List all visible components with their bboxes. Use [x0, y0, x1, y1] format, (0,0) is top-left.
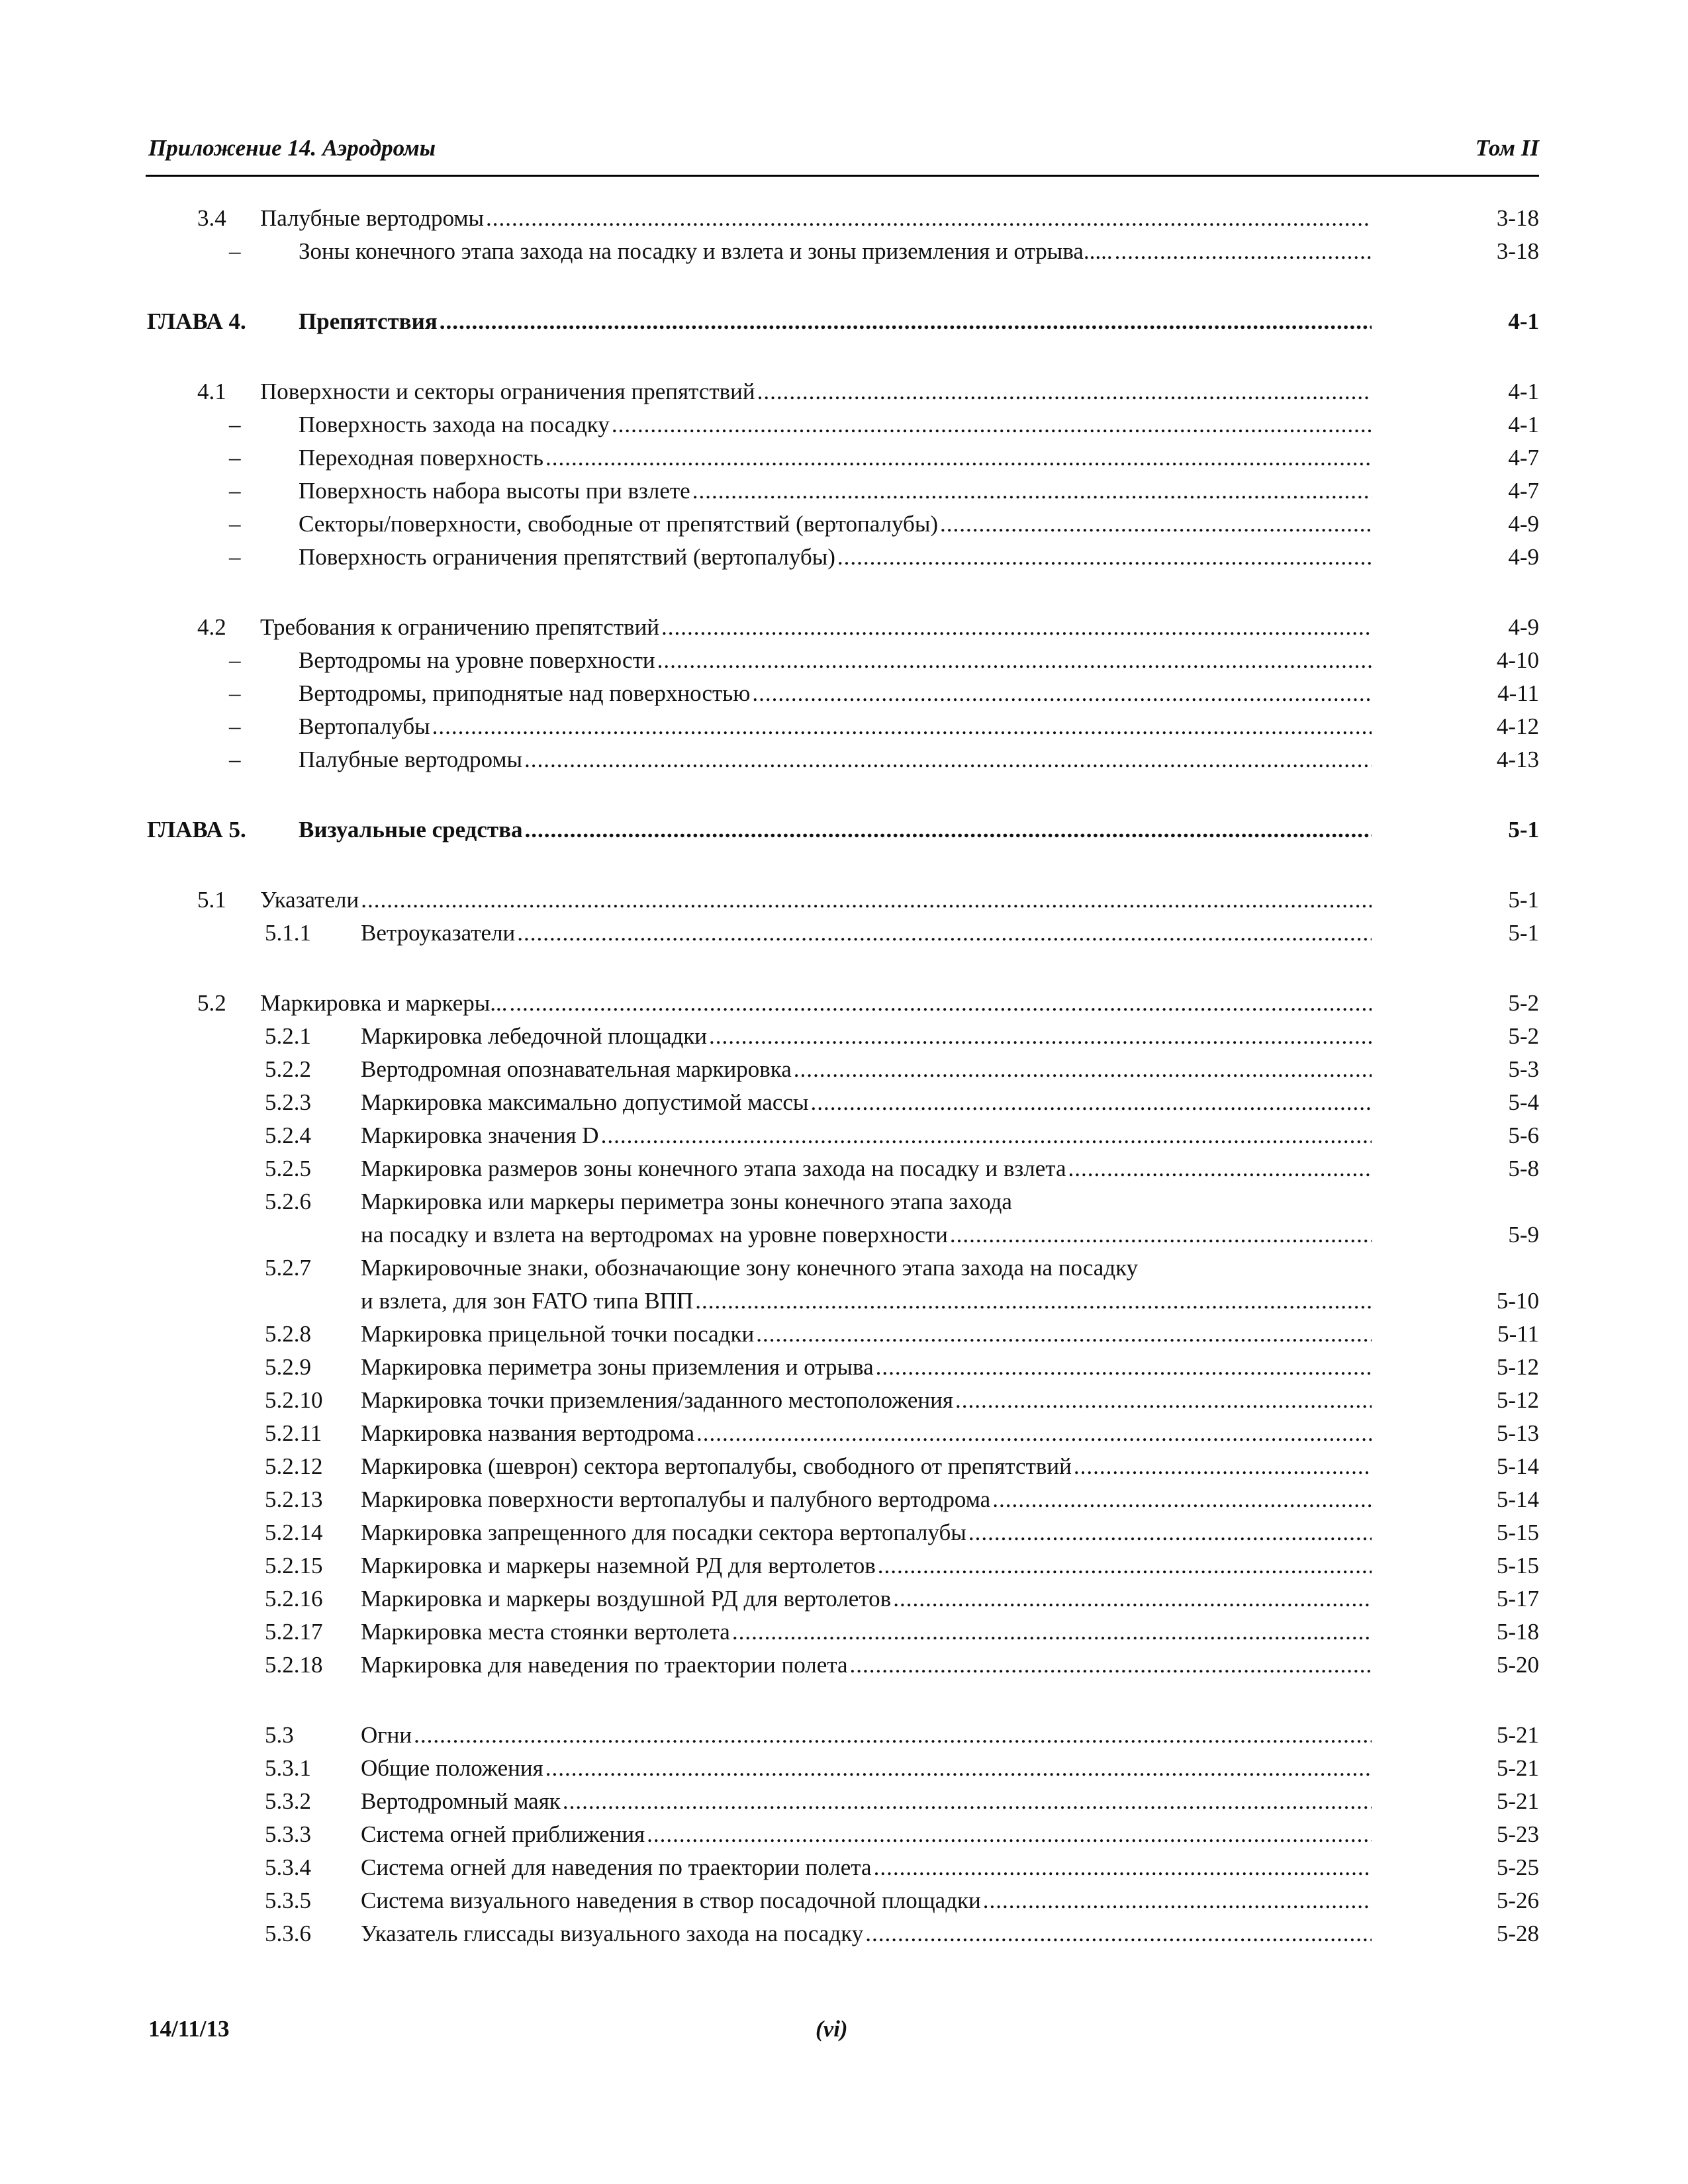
dot-leader: [757, 375, 1372, 408]
toc-entry-title-with-leader: [361, 1785, 1372, 1818]
toc-entry-page: 4-13: [1496, 747, 1539, 772]
toc-entry-title-with-leader: [299, 813, 1372, 846]
dot-leader: [837, 541, 1372, 574]
dot-leader: [810, 1086, 1372, 1119]
toc-entry-title-with-leader: [361, 1417, 1372, 1450]
toc-entry[interactable]: [146, 1917, 1539, 1950]
toc-entry[interactable]: [146, 1384, 1539, 1417]
toc-entry-number: 5.2.9: [265, 1354, 311, 1380]
toc-entry-continuation[interactable]: [146, 1285, 1539, 1318]
toc-entry-number: 5.3.5: [265, 1888, 311, 1913]
toc-entry-title-with-leader: [361, 1649, 1372, 1682]
toc-entry-page: 5-21: [1496, 1788, 1539, 1814]
toc-entry-title: Визуальные средства: [299, 813, 523, 846]
toc-entry-number: 5.1.1: [265, 920, 311, 946]
toc-entry-title: Маркировка прицельной точки посадки: [361, 1318, 754, 1351]
toc-entry-page: 5-18: [1496, 1619, 1539, 1645]
toc-entry-page: 4-7: [1508, 445, 1539, 471]
toc-spacer: [146, 1682, 1539, 1719]
toc-entry[interactable]: [146, 1318, 1539, 1351]
toc-entry-page: 5-14: [1496, 1453, 1539, 1479]
toc-entry-title: Маркировка значения D: [361, 1119, 599, 1152]
toc-entry-page: 4-12: [1496, 713, 1539, 739]
toc-entry-page: 4-9: [1508, 614, 1539, 640]
toc-entry-number: 5.2.15: [265, 1553, 323, 1578]
toc-entry-title: Указатель глиссады визуального захода на посадку: [361, 1917, 863, 1950]
dot-leader: [440, 305, 1372, 338]
toc-entry-page: 5-3: [1508, 1056, 1539, 1082]
toc-entry-title: Поверхность набора высоты при взлете: [299, 475, 690, 508]
toc-entry-page: 4-9: [1508, 544, 1539, 570]
toc-entry[interactable]: [146, 611, 1539, 644]
toc-entry[interactable]: [146, 1752, 1539, 1785]
toc-entry[interactable]: [146, 917, 1539, 950]
toc-entry-page: 4-1: [1508, 412, 1539, 437]
toc-entry[interactable]: [146, 1351, 1539, 1384]
toc-entry-number: ГЛАВА 4.: [147, 308, 246, 334]
toc-entry[interactable]: [146, 1615, 1539, 1649]
header-volume: Том II: [1475, 135, 1539, 161]
toc-entry-title: Требования к ограничению препятствий: [260, 611, 659, 644]
dot-leader: [865, 1917, 1372, 1950]
toc-entry[interactable]: [146, 1450, 1539, 1483]
dot-leader: [510, 987, 1372, 1020]
toc-entry-page: 3-18: [1496, 205, 1539, 231]
toc-entry-title: Вертодромная опознавательная маркировка: [361, 1053, 792, 1086]
toc-entry-title-with-leader: [361, 1884, 1372, 1917]
toc-entry-title: Вертодромы на уровне поверхности: [299, 644, 655, 677]
dot-leader: [940, 508, 1372, 541]
toc-entry-title: Система визуального наведения в створ посадочной площадки: [361, 1884, 981, 1917]
toc-entry-page: 5-12: [1496, 1387, 1539, 1413]
toc-entry-title: Маркировка лебедочной площадки: [361, 1020, 707, 1053]
toc-entry[interactable]: [146, 743, 1539, 776]
toc-entry-page: 5-17: [1496, 1586, 1539, 1612]
toc-entry-page: 5-6: [1508, 1122, 1539, 1148]
toc-entry-title-with-leader: [361, 1582, 1372, 1615]
toc-entry-page: 5-26: [1496, 1888, 1539, 1913]
toc-entry-number: 5.2.13: [265, 1486, 323, 1512]
toc-entry-title-with-leader: [260, 987, 1372, 1020]
toc-entry[interactable]: [146, 475, 1539, 508]
toc-entry-number: 4.1: [197, 379, 226, 404]
toc-entry[interactable]: [146, 541, 1539, 574]
toc-entry-page: 5-1: [1508, 920, 1539, 946]
toc-entry-page: 5-25: [1496, 1854, 1539, 1880]
toc-entry[interactable]: [146, 1785, 1539, 1818]
toc-entry-number: –: [229, 511, 241, 537]
toc-entry-page: 5-23: [1496, 1821, 1539, 1847]
toc-entry-title: Маркировка или маркеры периметра зоны конечного этапа захода: [361, 1189, 1012, 1214]
toc-entry-page: 5-15: [1496, 1520, 1539, 1545]
toc-entry-title-with-leader: [260, 611, 1372, 644]
toc-entry[interactable]: [146, 1851, 1539, 1884]
toc-entry-page: 4-10: [1496, 647, 1539, 673]
toc-entry-page: 5-4: [1508, 1089, 1539, 1115]
toc-entry[interactable]: [146, 408, 1539, 441]
toc-entry-number: 5.2.17: [265, 1619, 323, 1645]
dot-leader: [545, 441, 1372, 475]
dot-leader: [696, 1417, 1372, 1450]
dot-leader: [563, 1785, 1372, 1818]
toc-entry-number: 5.2.14: [265, 1520, 323, 1545]
toc-entry[interactable]: [146, 1649, 1539, 1682]
toc-entry[interactable]: [146, 1483, 1539, 1516]
toc-entry-number: –: [229, 412, 241, 437]
toc-entry-title: на посадку и взлета на вертодромах на уровне поверхности: [361, 1218, 948, 1251]
toc-entry[interactable]: [146, 1152, 1539, 1185]
toc-entry-page: 5-12: [1496, 1354, 1539, 1380]
toc-entry[interactable]: [146, 1020, 1539, 1053]
dot-leader: [983, 1884, 1372, 1917]
toc-spacer: [146, 338, 1539, 375]
toc-entry[interactable]: [146, 1719, 1539, 1752]
toc-entry-number: –: [229, 680, 241, 706]
dot-leader: [524, 743, 1372, 776]
toc-entry-title-with-leader: [361, 1152, 1372, 1185]
toc-entry-page: 5-13: [1496, 1420, 1539, 1446]
toc-entry-page: 5-10: [1496, 1288, 1539, 1314]
toc-entry-title: Маркировка (шеврон) сектора вертопалубы, свободного от препятствий: [361, 1450, 1072, 1483]
toc-entry-number: –: [229, 713, 241, 739]
toc-entry-number: 5.2: [197, 990, 226, 1016]
toc-entry-page: 4-9: [1508, 511, 1539, 537]
toc-entry-title-with-leader: [361, 1218, 1372, 1251]
toc-entry-title-with-leader: [299, 743, 1372, 776]
toc-entry-number: 5.2.8: [265, 1321, 311, 1347]
toc-entry-number: 5.2.18: [265, 1652, 323, 1678]
dot-leader: [661, 611, 1372, 644]
toc-entry-number: –: [229, 445, 241, 471]
toc-entry-title-with-leader: [299, 475, 1372, 508]
dot-leader: [517, 917, 1372, 950]
toc-entry-title-with-leader: [361, 1086, 1372, 1119]
toc-entry-page: 5-21: [1496, 1755, 1539, 1781]
toc-entry-title-with-leader: [361, 1752, 1372, 1785]
dot-leader: [486, 202, 1372, 235]
dot-leader: [414, 1719, 1372, 1752]
toc-entry-title: Препятствия: [299, 305, 438, 338]
dot-leader: [874, 1851, 1372, 1884]
toc-entry-number: 5.3.2: [265, 1788, 311, 1814]
toc-entry-title: Вертопалубы: [299, 710, 430, 743]
toc-entry-page: 5-28: [1496, 1921, 1539, 1946]
toc-spacer: [146, 776, 1539, 813]
toc-entry-number: 4.2: [197, 614, 226, 640]
dot-leader: [657, 644, 1372, 677]
toc-entry-page: 5-1: [1508, 817, 1539, 842]
toc-entry[interactable]: [146, 1251, 1539, 1285]
toc-entry-title-with-leader: [361, 917, 1372, 950]
toc-entry[interactable]: [146, 677, 1539, 710]
dot-leader: [794, 1053, 1372, 1086]
toc-entry-title-with-leader: [361, 1450, 1372, 1483]
toc-entry[interactable]: [146, 202, 1539, 235]
toc-chapter-entry[interactable]: [146, 305, 1539, 338]
toc-entry-title-with-leader: [299, 408, 1372, 441]
toc-entry-title-with-leader: [361, 1516, 1372, 1549]
dot-leader: [756, 1318, 1372, 1351]
dot-leader: [695, 1285, 1372, 1318]
toc-entry-title: Маркировка места стоянки вертолета: [361, 1615, 730, 1649]
toc-entry[interactable]: [146, 1086, 1539, 1119]
toc-entry-title: Маркировка запрещенного для посадки сектора вертопалубы: [361, 1516, 966, 1549]
toc-entry-page: 5-2: [1508, 990, 1539, 1016]
toc-entry-page: 5-21: [1496, 1722, 1539, 1748]
toc-entry-title: Общие положения: [361, 1752, 543, 1785]
toc-entry-page: 4-7: [1508, 478, 1539, 504]
running-header: [146, 131, 1539, 177]
dot-leader: [876, 1351, 1372, 1384]
dot-leader: [1115, 235, 1372, 268]
toc-entry-page: 4-1: [1508, 379, 1539, 404]
dot-leader: [955, 1384, 1372, 1417]
toc-entry-title-with-leader: [361, 1285, 1372, 1318]
dot-leader: [709, 1020, 1372, 1053]
toc-entry-number: 5.3.3: [265, 1821, 311, 1847]
toc-entry-title: Маркировка поверхности вертопалубы и палубного вертодрома: [361, 1483, 990, 1516]
toc-entry-number: 5.2.3: [265, 1089, 311, 1115]
toc-entry-title-with-leader: [361, 1851, 1372, 1884]
toc-entry[interactable]: [146, 1119, 1539, 1152]
dot-leader: [850, 1649, 1372, 1682]
toc-spacer: [146, 268, 1539, 305]
toc-entry-title-with-leader: [299, 541, 1372, 574]
toc-entry-title-with-leader: [361, 1351, 1372, 1384]
toc-entry[interactable]: [146, 1549, 1539, 1582]
toc-entry-title: Палубные вертодромы: [299, 743, 522, 776]
toc-entry[interactable]: [146, 644, 1539, 677]
toc-entry-page: 5-2: [1508, 1023, 1539, 1049]
toc-entry-number: –: [229, 478, 241, 504]
toc-entry-title-with-leader: [299, 644, 1372, 677]
header-title: Приложение 14. Аэродромы: [148, 135, 436, 161]
toc-entry-number: 5.2.1: [265, 1023, 311, 1049]
toc-entry-page: 5-8: [1508, 1156, 1539, 1181]
toc-entry-number: –: [229, 747, 241, 772]
toc-entry-number: 5.2.4: [265, 1122, 311, 1148]
toc-entry-title: Маркировка и маркеры воздушной РД для вертолетов: [361, 1582, 891, 1615]
toc-entry-title: Маркировка названия вертодрома: [361, 1417, 694, 1450]
toc-entry-title: Вертодромный маяк: [361, 1785, 561, 1818]
toc-entry-title-with-leader: [361, 1818, 1372, 1851]
toc-entry[interactable]: [146, 710, 1539, 743]
toc-entry-title-with-leader: [361, 1020, 1372, 1053]
toc-entry-title: Поверхность ограничения препятствий (вертопалубы): [299, 541, 835, 574]
dot-leader: [732, 1615, 1372, 1649]
dot-leader: [601, 1119, 1372, 1152]
toc-entry[interactable]: [146, 884, 1539, 917]
toc-entry-title-with-leader: [260, 202, 1372, 235]
toc-entry-title-with-leader: [361, 1719, 1372, 1752]
toc-entry[interactable]: [146, 508, 1539, 541]
table-of-contents: [146, 202, 1539, 1950]
toc-entry-page: 5-14: [1496, 1486, 1539, 1512]
toc-entry-title-with-leader: [361, 1615, 1372, 1649]
toc-entry-title-with-leader: [299, 305, 1372, 338]
toc-entry[interactable]: [146, 235, 1539, 268]
toc-entry-title: Маркировка для наведения по траектории полета: [361, 1649, 848, 1682]
dot-leader: [992, 1483, 1372, 1516]
dot-leader: [612, 408, 1372, 441]
dot-leader: [361, 884, 1372, 917]
toc-entry-title-with-leader: [299, 508, 1372, 541]
toc-entry-title: Огни: [361, 1719, 412, 1752]
toc-entry-number: –: [229, 647, 241, 673]
dot-leader: [878, 1549, 1372, 1582]
toc-entry-title: Маркировка и маркеры наземной РД для вертолетов: [361, 1549, 876, 1582]
dot-leader: [1068, 1152, 1372, 1185]
toc-chapter-entry[interactable]: [146, 813, 1539, 846]
toc-entry-page: 5-15: [1496, 1553, 1539, 1578]
toc-entry-title-with-leader: [361, 1318, 1372, 1351]
dot-leader: [692, 475, 1372, 508]
toc-entry-title: Маркировка точки приземления/заданного местоположения: [361, 1384, 953, 1417]
toc-entry-title: Маркировка и маркеры...: [260, 987, 508, 1020]
toc-entry-title: Переходная поверхность: [299, 441, 543, 475]
dot-leader: [968, 1516, 1372, 1549]
toc-entry-number: 5.3: [265, 1722, 294, 1748]
toc-entry[interactable]: [146, 441, 1539, 475]
toc-entry-number: 5.2.11: [265, 1420, 322, 1446]
toc-entry-number: 5.1: [197, 887, 226, 913]
toc-entry-title-with-leader: [361, 1917, 1372, 1950]
toc-entry-title-with-leader: [361, 1549, 1372, 1582]
toc-entry-continuation[interactable]: [146, 1218, 1539, 1251]
toc-entry-title-with-leader: [299, 441, 1372, 475]
toc-entry-number: 5.3.6: [265, 1921, 311, 1946]
toc-entry-number: 5.2.16: [265, 1586, 323, 1612]
toc-entry-title: Поверхность захода на посадку: [299, 408, 610, 441]
toc-entry-title-with-leader: [361, 1053, 1372, 1086]
toc-entry-page: 3-18: [1496, 238, 1539, 264]
toc-entry[interactable]: [146, 1053, 1539, 1086]
footer-page-number: (vi): [816, 2016, 848, 2042]
toc-entry-title: и взлета, для зон FATO типа ВПП: [361, 1285, 693, 1318]
toc-entry[interactable]: [146, 1884, 1539, 1917]
footer-date: 14/11/13: [148, 2016, 230, 2042]
toc-entry-page: 5-1: [1508, 887, 1539, 913]
toc-entry-title: Вертодромы, приподнятые над поверхностью: [299, 677, 750, 710]
toc-entry[interactable]: [146, 1185, 1539, 1218]
toc-entry-page: 5-9: [1508, 1222, 1539, 1248]
toc-entry-number: 5.2.2: [265, 1056, 311, 1082]
toc-entry-title: Маркировочные знаки, обозначающие зону конечного этапа захода на посадку: [361, 1255, 1139, 1281]
toc-entry-title: Поверхности и секторы ограничения препятствий: [260, 375, 755, 408]
toc-entry-title-with-leader: [299, 710, 1372, 743]
dot-leader: [893, 1582, 1372, 1615]
toc-entry-number: 3.4: [197, 205, 226, 231]
toc-entry-number: 5.2.10: [265, 1387, 323, 1413]
toc-entry-title: Зоны конечного этапа захода на посадку и взлета и зоны приземления и отрыва.....: [299, 235, 1113, 268]
toc-entry-number: 5.2.5: [265, 1156, 311, 1181]
toc-entry[interactable]: [146, 987, 1539, 1020]
toc-entry[interactable]: [146, 375, 1539, 408]
dot-leader: [647, 1818, 1372, 1851]
toc-entry[interactable]: [146, 1582, 1539, 1615]
toc-entry-number: 5.2.12: [265, 1453, 323, 1479]
toc-entry-title-with-leader: [361, 1119, 1372, 1152]
toc-entry-number: ГЛАВА 5.: [147, 817, 246, 842]
dot-leader: [545, 1752, 1372, 1785]
toc-entry-number: –: [229, 238, 241, 264]
toc-entry-number: 5.3.1: [265, 1755, 311, 1781]
toc-entry-title-with-leader: [361, 1384, 1372, 1417]
toc-entry-page: 4-11: [1497, 680, 1539, 706]
dot-leader: [752, 677, 1372, 710]
dot-leader: [1074, 1450, 1372, 1483]
toc-entry[interactable]: [146, 1417, 1539, 1450]
dot-leader: [950, 1218, 1372, 1251]
dot-leader: [432, 710, 1372, 743]
toc-entry-title-with-leader: [260, 375, 1372, 408]
toc-entry-title: Палубные вертодромы: [260, 202, 484, 235]
toc-entry-title-with-leader: [260, 884, 1372, 917]
page-footer: [146, 2016, 1539, 2056]
toc-spacer: [146, 846, 1539, 884]
toc-entry-title-with-leader: [299, 235, 1372, 268]
toc-spacer: [146, 574, 1539, 611]
toc-entry-title: Система огней для наведения по траектории полета: [361, 1851, 872, 1884]
toc-entry[interactable]: [146, 1818, 1539, 1851]
toc-spacer: [146, 950, 1539, 987]
toc-entry-number: 5.2.6: [265, 1189, 311, 1214]
dot-leader: [525, 813, 1372, 846]
toc-entry-title: Секторы/поверхности, свободные от препятствий (вертопалубы): [299, 508, 938, 541]
toc-entry-page: 5-20: [1496, 1652, 1539, 1678]
toc-entry-title: Ветроуказатели: [361, 917, 515, 950]
toc-entry-number: –: [229, 544, 241, 570]
toc-entry-number: 5.3.4: [265, 1854, 311, 1880]
toc-entry-title-with-leader: [299, 677, 1372, 710]
toc-entry-title-with-leader: [361, 1483, 1372, 1516]
toc-entry-title: Маркировка размеров зоны конечного этапа захода на посадку и взлета: [361, 1152, 1066, 1185]
toc-entry-title: Система огней приближения: [361, 1818, 645, 1851]
toc-entry[interactable]: [146, 1516, 1539, 1549]
toc-entry-title: Указатели: [260, 884, 359, 917]
toc-entry-page: 4-1: [1508, 308, 1539, 334]
toc-entry-page: 5-11: [1497, 1321, 1539, 1347]
toc-entry-number: 5.2.7: [265, 1255, 311, 1281]
toc-entry-title: Маркировка периметра зоны приземления и отрыва: [361, 1351, 874, 1384]
toc-entry-title: Маркировка максимально допустимой массы: [361, 1086, 808, 1119]
